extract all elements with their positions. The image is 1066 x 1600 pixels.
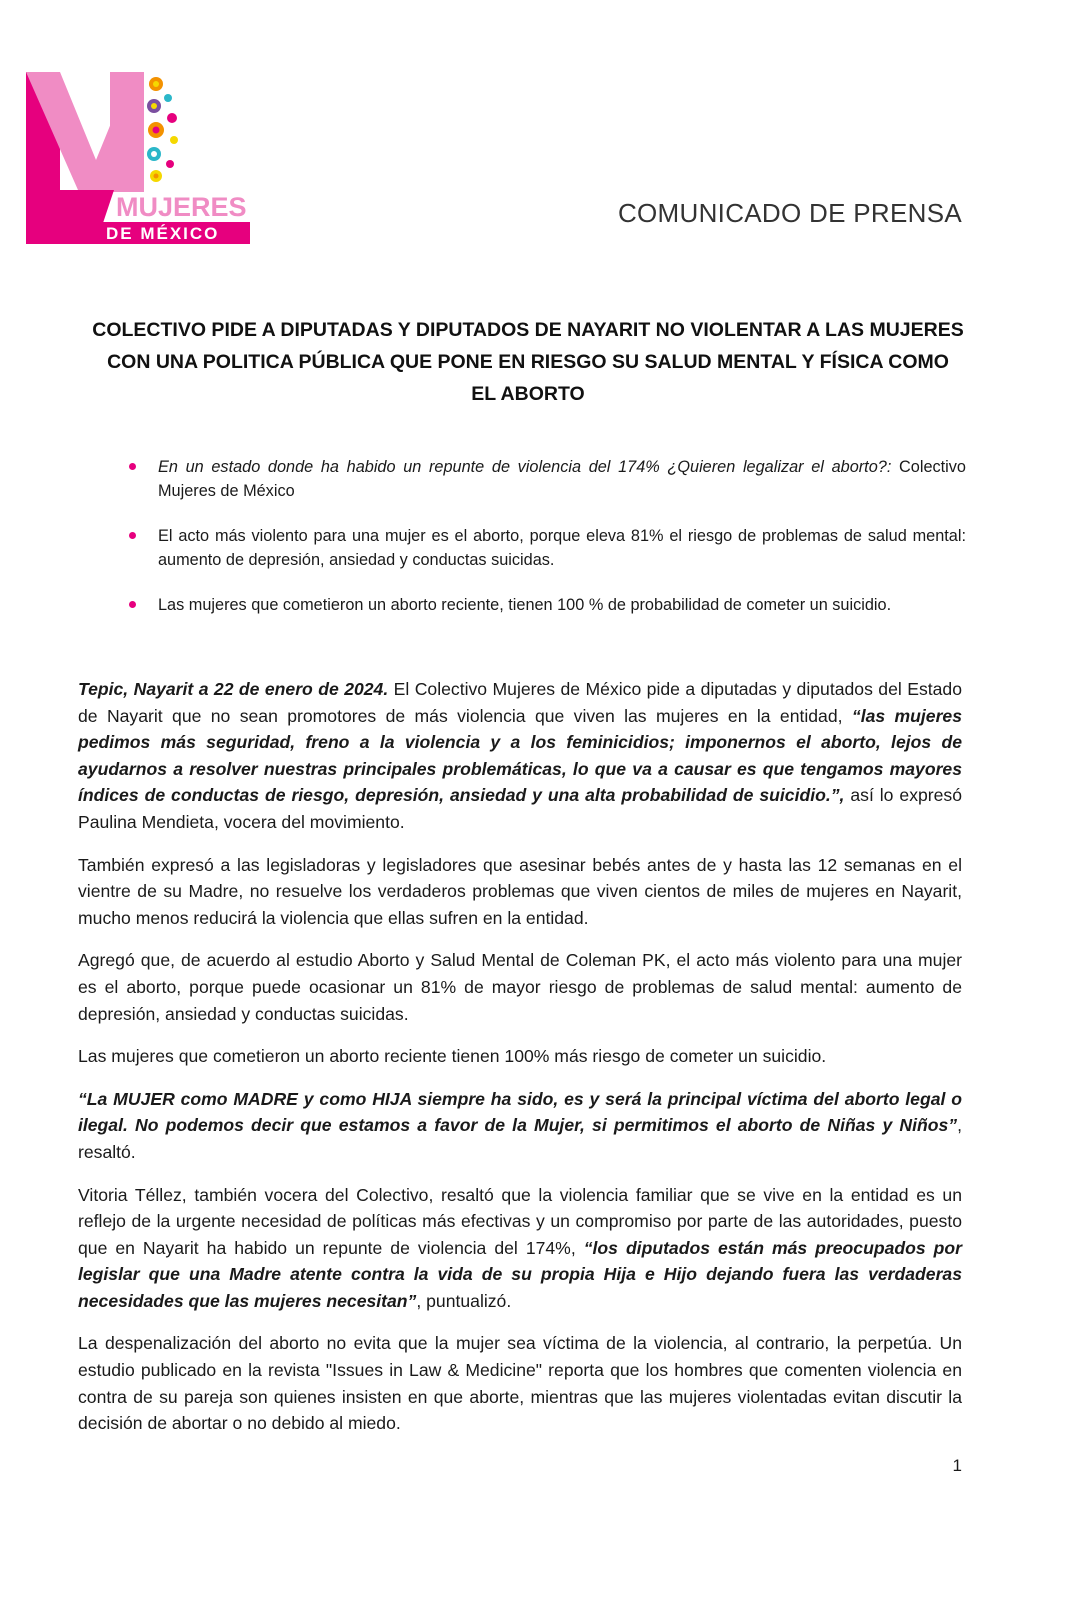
paragraph: También expresó a las legisladoras y legisladores que asesinar bebés antes de y hasta las 12 semanas en el vientre de su Madre, no resuelve los verdaderos problemas que viven cientos de miles de mujeres en Nayarit, mucho menos reducirá la violencia que ellas sufren en la entidad. [78,854,962,928]
paragraph: Vitoria Téllez, también vocera del Colectivo, resaltó que la violencia familiar que se vive en la entidad es un reflejo de la urgente necesidad de políticas más efectivas y un compromiso por parte de las autoridades, puesto que en Nayarit ha habido un repunte de violencia del 174%, “los diputados están más preocupados por legislar que una Madre atente contra la vida de su propia Hija e Hijo dejando fuera las verdaderas necesidades que las mujeres necesitan”, puntualizó. [78,1184,962,1311]
logo-word-mujeres: MUJERES [116,192,247,222]
paragraph: “La MUJER como MADRE y como HIJA siempre ha sido, es y será la principal víctima del aborto legal o ilegal. No podemos decir que estamos a favor de la Mujer, si permitimos el aborto de Niñas y Niños”, resaltó. [78,1088,962,1162]
article-body [78,676,962,1453]
quote: “las mujeres pedimos más seguridad, freno a la violencia y a los feminicidios; imponernos el aborto, lejos de ayudarnos a resolver nuestras principales problemáticas, lo que va a causar es que tengamos mayores índices de conductas de riesgo, depresión, ansiedad y una alta probabilidad de suicidio.”, [78,705,962,806]
dateline: Tepic, Nayarit a 22 de enero de 2024. [78,679,389,699]
page-number: 1 [952,1456,962,1475]
key-point: En un estado donde ha habido un repunte de violencia del 174% ¿Quieren legalizar el aborto?: Colectivo Mujeres de México [120,455,966,503]
quote: “los diputados están más preocupados por legislar que una Madre atente contra la vida de su propia Hija e Hijo dejando fuera las verdaderas necesidades que las mujeres necesitan” [78,1237,962,1311]
headline-line-3: EL ABORTO [471,383,585,405]
paragraph: Agregó que, de acuerdo al estudio Aborto y Salud Mental de Coleman PK, el acto más violento para una mujer es el aborto, porque puede ocasionar un 81% de mayor riesgo de problemas de salud mental: aumento de depresión, ansiedad y conductas suicidas. [78,950,962,1024]
bullet-icon [129,532,136,539]
logo-floral-ornament [147,77,178,182]
mujeres-de-mexico-logo [26,72,256,246]
logo-word-de-mexico: DE MÉXICO [106,224,220,243]
quote: “La MUJER como MADRE y como HIJA siempre ha sido, es y será la principal víctima del aborto legal o ilegal. No podemos decir que estamos a favor de la Mujer, si permitimos el aborto de Niñas y Niños” [78,1088,962,1136]
headline [78,314,978,410]
key-points-list [120,455,966,638]
key-point: El acto más violento para una mujer es el aborto, porque eleva 81% el riesgo de problemas de salud mental: aumento de depresión, ansiedad y conductas suicidas. [120,524,966,572]
paragraph: La despenalización del aborto no evita que la mujer sea víctima de la violencia, al contrario, la perpetúa. Un estudio publicado en la revista "Issues in Law & Medicine" reporta que los hombres que comenten violencia en contra de su pareja son quienes insisten en que aborte, mientras que las mujeres violentadas evitan discutir la decisión de abortar o no debido al miedo. [78,1333,962,1434]
key-point: Las mujeres que cometieron un aborto reciente, tienen 100 % de probabilidad de cometer un suicidio. [120,593,966,617]
press-release-label: COMUNICADO DE PRENSA [617,198,962,228]
headline-line-2: CON UNA POLITICA PÚBLICA QUE PONE EN RIESGO SU SALUD MENTAL Y FÍSICA COMO [107,351,949,373]
paragraph: Tepic, Nayarit a 22 de enero de 2024. El Colectivo Mujeres de México pide a diputadas y diputados del Estado de Nayarit que no sean promotores de más violencia que viven las mujeres en la entidad, “las mujeres pedimos más seguridad, freno a la violencia y a los feminicidios; imponernos el aborto, lejos de ayudarnos a resolver nuestras principales problemáticas, lo que va a causar es que tengamos mayores índices de conductas de riesgo, depresión, ansiedad y una alta probabilidad de suicidio.”, así lo expresó Paulina Mendieta, vocera del movimiento. [78,679,963,832]
headline-line-1: COLECTIVO PIDE A DIPUTADAS Y DIPUTADOS DE NAYARIT NO VIOLENTAR A LAS MUJERES [92,319,964,341]
logo-m-right-stem [110,72,144,192]
bullet-icon [129,601,136,608]
paragraph: Las mujeres que cometieron un aborto reciente tienen 100% más riesgo de cometer un suicidio. [78,1046,827,1067]
bullet-icon [129,463,136,470]
